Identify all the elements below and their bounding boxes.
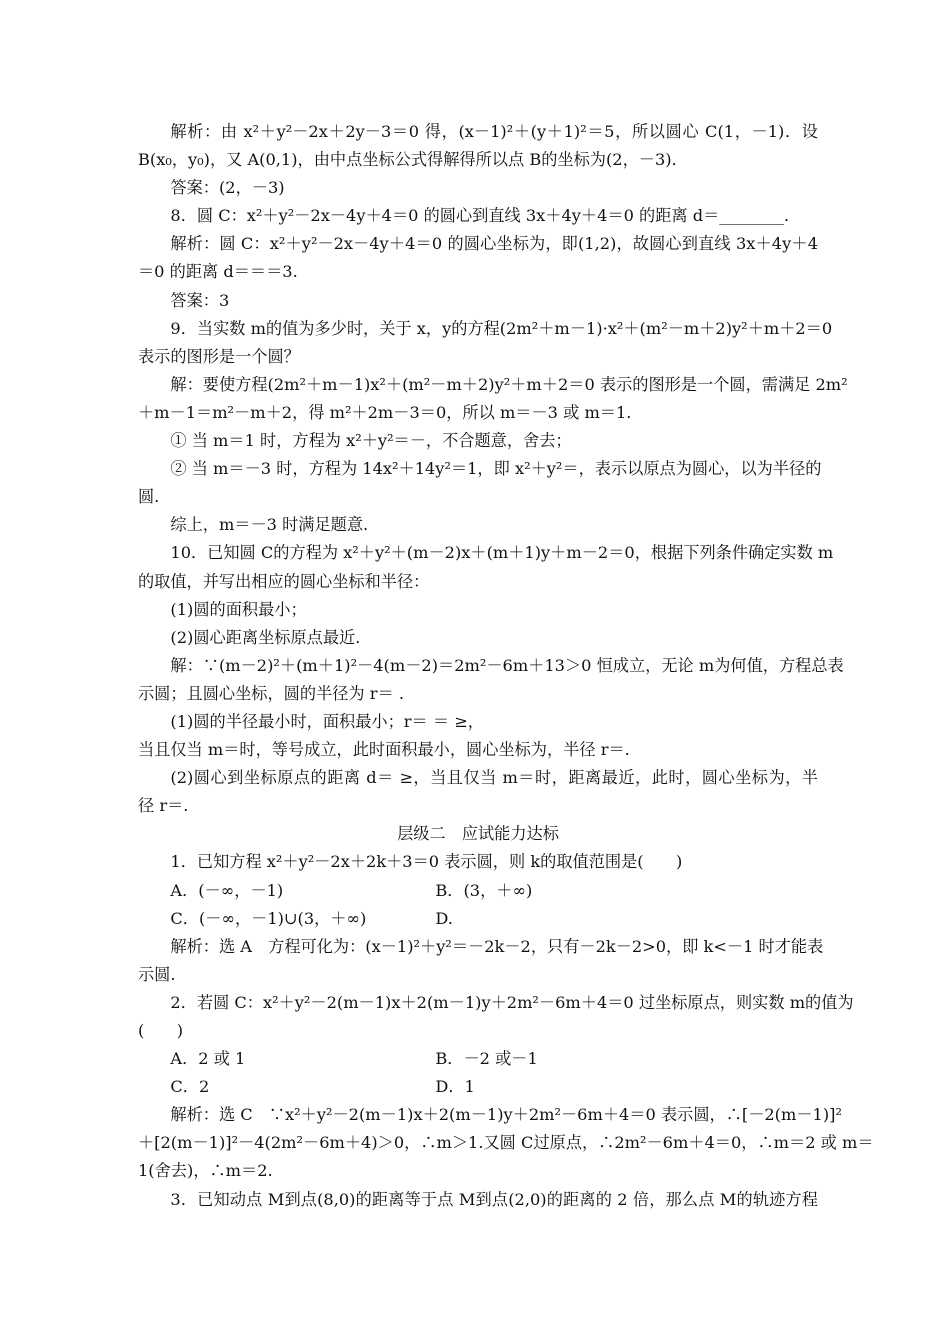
option-text: D．1	[435, 1077, 475, 1097]
paragraph-line: 答案：(2，－3)	[170, 178, 285, 198]
option-text: C．2	[170, 1077, 210, 1097]
continuation-line: ＋[2(m－1)]²－4(2m²－6m＋4)＞0，∴m＞1.又圆 C过原点，∴2m²－6m＋4＝0，∴m＝2 或 m＝	[138, 1133, 874, 1153]
paragraph-line: ② 当 m＝－3 时，方程为 14x²＋14y²＝1，即 x²＋y²＝，表示以原点为圆心，以为半径的	[170, 459, 822, 479]
document-body	[138, 118, 874, 1214]
paragraph-line: 解：要使方程(2m²＋m－1)x²＋(m²－m＋2)y²＋m＋2＝0 表示的图形是一个圆，需满足 2m²	[170, 374, 848, 394]
option-text: B．(3，＋∞)	[435, 880, 533, 900]
option-text: A．(－∞，－1)	[170, 880, 284, 900]
continuation-line: 径 r＝.	[138, 796, 189, 816]
option-row	[138, 1045, 818, 1073]
option-text: B．－2 或－1	[435, 1049, 538, 1069]
continuation-line: 的取值，并写出相应的圆心坐标和半径：	[138, 571, 430, 591]
paragraph-line: (2)圆心到坐标原点的距离 d＝ ≥，当且仅当 m＝时，距离最近，此时，圆心坐标为，半	[170, 768, 818, 788]
continuation-line: 表示的图形是一个圆？	[138, 346, 300, 366]
paragraph-line: 解：∵(m－2)²＋(m＋1)²－4(m－2)＝2m²－6m＋13＞0 恒成立，无论 m为何值，方程总表	[170, 655, 844, 675]
continuation-line: 示圆；且圆心坐标，圆的半径为 r＝ .	[138, 683, 404, 703]
paragraph-line: (2)圆心距离坐标原点最近.	[170, 627, 361, 647]
continuation-line: 圆.	[138, 487, 160, 507]
option-text: A．2 或 1	[170, 1049, 246, 1069]
paragraph-line: 8．圆 C：x²＋y²－2x－4y＋4＝0 的圆心到直线 3x＋4y＋4＝0 的距离 d＝________．	[170, 206, 801, 226]
paragraph-line: 9．当实数 m的值为多少时，关于 x，y的方程(2m²＋m－1)·x²＋(m²－m＋2)y²＋m＋2＝0	[170, 318, 833, 338]
paragraph-line: 2．若圆 C：x²＋y²－2(m－1)x＋2(m－1)y＋2m²－6m＋4＝0 过坐标原点，则实数 m的值为	[170, 992, 854, 1012]
continuation-line: 1(舍去)，∴m＝2.	[138, 1161, 273, 1181]
paragraph-line: 10．已知圆 C的方程为 x²＋y²＋(m－2)x＋(m＋1)y＋m－2＝0，根据下列条件确定实数 m	[170, 543, 834, 563]
continuation-line: ＝0 的距离 d＝＝＝3.	[138, 262, 298, 282]
option-row	[138, 877, 818, 905]
paragraph-line: ① 当 m＝1 时，方程为 x²＋y²＝－，不合题意，舍去；	[170, 431, 572, 451]
paragraph-line: 答案：3	[170, 290, 230, 310]
section-heading: 层级二 应试能力达标	[397, 824, 559, 844]
paragraph-line: 解析：选 C ∵x²＋y²－2(m－1)x＋2(m－1)y＋2m²－6m＋4＝0 表示圆，∴[－2(m－1)]²	[170, 1105, 842, 1125]
paragraph-line: 解析：由 x²＋y²－2x＋2y－3＝0 得，(x－1)²＋(y＋1)²＝5，所以圆心 C(1，－1)．设	[170, 122, 818, 141]
continuation-line: ( )	[138, 1021, 184, 1040]
paragraph-line: (1)圆的面积最小；	[170, 599, 307, 619]
paragraph-line: 3．已知动点 M到点(8,0)的距离等于点 M到点(2,0)的距离的 2 倍，那么点 M的轨迹方程	[170, 1189, 818, 1209]
option-text: C．(－∞，－1)∪(3，＋∞)	[170, 908, 367, 928]
continuation-line: 示圆.	[138, 964, 176, 984]
option-text: D.	[435, 908, 453, 928]
paragraph-line: 解析：选 A 方程可化为：(x－1)²＋y²＝－2k－2，只有－2k－2>0，即 k<－1 时才能表	[170, 936, 824, 956]
continuation-line: 当且仅当 m＝时，等号成立，此时面积最小，圆心坐标为，半径 r＝.	[138, 740, 630, 760]
option-row	[138, 1073, 818, 1101]
continuation-line: ＋m－1＝m²－m＋2，得 m²＋2m－3＝0，所以 m＝－3 或 m＝1.	[138, 402, 632, 422]
option-row	[138, 905, 818, 933]
continuation-line: B(x₀，y₀)，又 A(0,1)，由中点坐标公式得解得所以点 B的坐标为(2，－3)．	[138, 150, 688, 170]
paragraph-line: 1．已知方程 x²＋y²－2x＋2k＋3＝0 表示圆，则 k的取值范围是( )	[170, 852, 683, 872]
paragraph-line: 综上，m＝－3 时满足题意.	[170, 515, 369, 535]
paragraph-line: 解析：圆 C：x²＋y²－2x－4y＋4＝0 的圆心坐标为，即(1,2)，故圆心到直线 3x＋4y＋4	[170, 234, 818, 254]
paragraph-line: (1)圆的半径最小时，面积最小；r＝ ＝ ≥，	[170, 711, 484, 731]
